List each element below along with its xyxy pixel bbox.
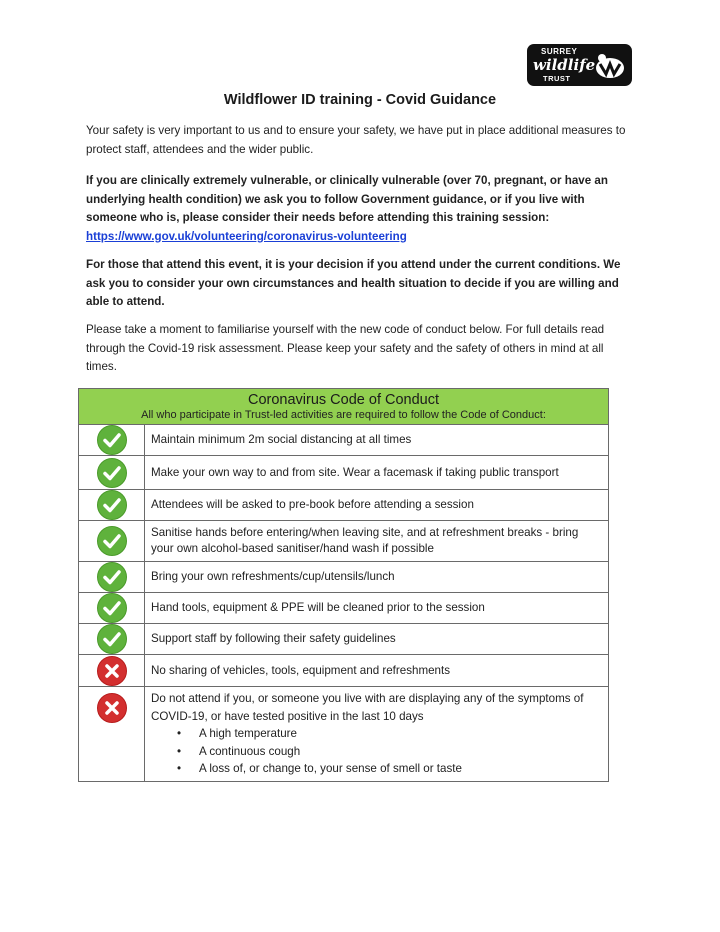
check-icon [97, 490, 127, 520]
logo-line-3: TRUST [543, 74, 571, 83]
list-item: • A loss of, or change to, your sense of smell or taste [199, 760, 602, 778]
vulnerable-text: If you are clinically extremely vulnerable, or clinically vulnerable (over 70, pregnant, or have an underlying health condition) we ask you to follow Government guidance, or if you live with someone who is, please consider their needs before attending this training session: [86, 174, 608, 224]
code-of-conduct-header [79, 389, 609, 425]
surrey-wildlife-trust-logo [527, 44, 632, 86]
table-row [79, 562, 609, 593]
rule-cell [145, 687, 609, 782]
rule-text: Sanitise hands before entering/when leaving site, and at refreshment breaks - bring your own alcohol-based sanitiser/hand wash if possible [145, 521, 609, 562]
cross-icon [97, 656, 127, 686]
rule-text: Maintain minimum 2m social distancing at all times [145, 425, 609, 456]
table-row [79, 655, 609, 687]
list-item: • A high temperature [199, 725, 602, 743]
table-row [79, 687, 609, 782]
rule-text: Attendees will be asked to pre-book before attending a session [145, 490, 609, 521]
rule-text: Support staff by following their safety guidelines [145, 624, 609, 655]
check-icon [97, 526, 127, 556]
rule-text: Hand tools, equipment & PPE will be cleaned prior to the session [145, 593, 609, 624]
check-icon [97, 425, 127, 455]
table-row [79, 593, 609, 624]
logo-line-1: SURREY [541, 47, 578, 56]
badger-icon [592, 48, 628, 82]
rule-text: No sharing of vehicles, tools, equipment and refreshments [145, 655, 609, 687]
cross-icon [97, 693, 127, 723]
vulnerable-paragraph [86, 172, 636, 246]
rule-text: Make your own way to and from site. Wear a facemask if taking public transport [145, 456, 609, 490]
intro-paragraph: Your safety is very important to us and to ensure your safety, we have put in place additional measures to protect staff, attendees and the wider public. [86, 124, 626, 156]
table-row [79, 624, 609, 655]
table-row [79, 490, 609, 521]
page-title: Wildflower ID training - Covid Guidance [223, 92, 497, 108]
rule-text: Do not attend if you, or someone you live with are displaying any of the symptoms of COVID-19, or have tested positive in the last 10 days [151, 692, 584, 723]
code-of-conduct-subtitle: All who participate in Trust-led activities are required to follow the Code of Conduct: [141, 409, 546, 421]
table-row [79, 425, 609, 456]
logo-line-2: wildlife [533, 56, 596, 74]
guidance-link[interactable]: https://www.gov.uk/volunteering/coronavirus-volunteering [86, 229, 407, 243]
table-row [79, 456, 609, 490]
check-icon [97, 624, 127, 654]
decision-paragraph: For those that attend this event, it is your decision if you attend under the current conditions. We ask you to consider your own circumstances and health situation to decide if you are willing and able to attend. [86, 258, 621, 308]
rule-text: Bring your own refreshments/cup/utensils/lunch [145, 562, 609, 593]
familiarise-paragraph: Please take a moment to familiarise yourself with the new code of conduct below. For full details read through the Covid-19 risk assessment. Please keep your safety and the safety of others in mind at all times. [86, 323, 605, 373]
symptoms-list [151, 725, 602, 778]
check-icon [97, 458, 127, 488]
check-icon [97, 562, 127, 592]
list-item: • A continuous cough [199, 743, 602, 761]
code-of-conduct-table [78, 388, 609, 782]
table-row [79, 521, 609, 562]
check-icon [97, 593, 127, 623]
code-of-conduct-title: Coronavirus Code of Conduct [247, 392, 440, 408]
